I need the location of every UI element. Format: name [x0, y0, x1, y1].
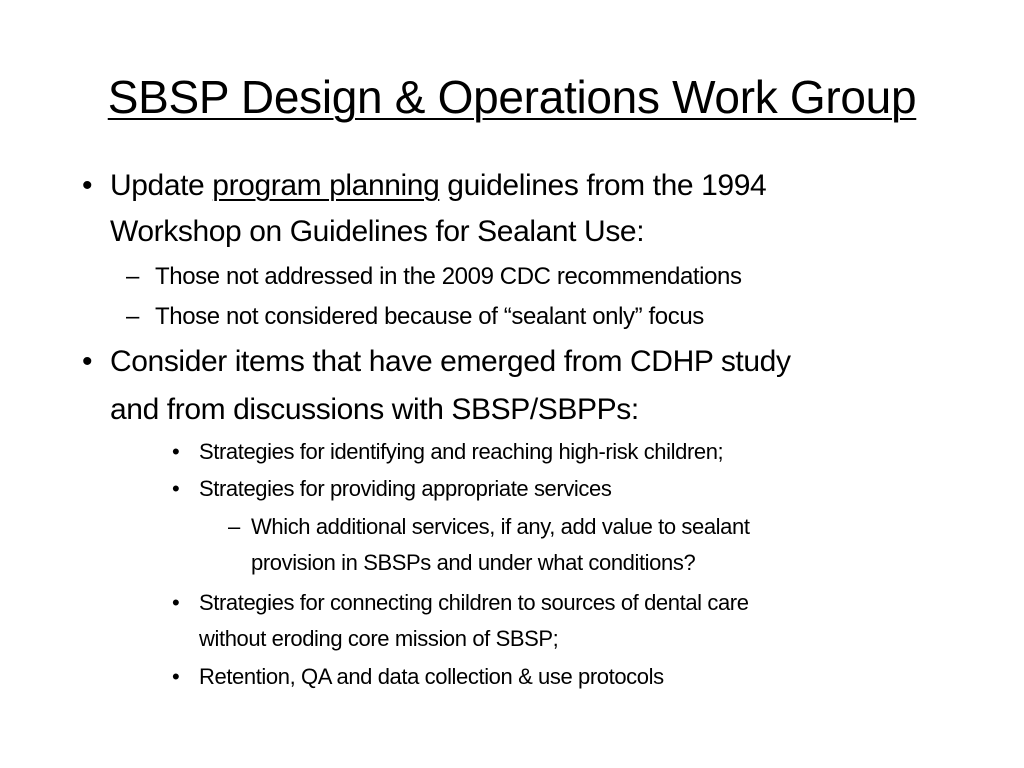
- bullet-marker: •: [172, 439, 180, 464]
- sub-item-appropriate-services: Strategies for providing appropriate services: [199, 476, 612, 501]
- bullet-2-line-1: Consider items that have emerged from CDHP study: [110, 345, 791, 378]
- bullet-marker: •: [82, 169, 93, 202]
- program-planning-emphasis: program planning: [212, 169, 440, 202]
- sub-item-sealant-only-focus: Those not considered because of “sealant only” focus: [155, 303, 704, 330]
- bullet-1-text-post: guidelines from the 1994: [439, 169, 767, 202]
- dash-marker: –: [126, 303, 139, 330]
- bullet-marker: •: [172, 590, 180, 615]
- bullet-2-line-2: and from discussions with SBSP/SBPPs:: [110, 393, 639, 426]
- slide-title: [0, 66, 1024, 128]
- sub-sub-item-additional-services-line-1: Which additional services, if any, add value to sealant: [251, 514, 750, 539]
- sub-item-cdc-recommendations: Those not addressed in the 2009 CDC recommendations: [155, 263, 742, 290]
- sub-item-dental-care-line-2: without eroding core mission of SBSP;: [199, 626, 559, 651]
- dash-marker: –: [126, 263, 139, 290]
- bullet-1-line-1: [110, 163, 766, 209]
- bullet-marker: •: [172, 476, 180, 501]
- sub-item-retention-protocols: Retention, QA and data collection & use protocols: [199, 664, 664, 689]
- sub-item-high-risk-children: Strategies for identifying and reaching high-risk children;: [199, 439, 724, 464]
- dash-marker: –: [228, 514, 240, 539]
- slide-title-text: SBSP Design & Operations Work Group: [107, 71, 917, 123]
- bullet-1-line-2: Workshop on Guidelines for Sealant Use:: [110, 215, 645, 248]
- bullet-1-text-pre: Update: [110, 169, 213, 202]
- bullet-marker: •: [82, 345, 93, 378]
- bullet-marker: •: [172, 664, 180, 689]
- sub-sub-item-additional-services-line-2: provision in SBSPs and under what conditions?: [251, 550, 696, 575]
- sub-item-dental-care-line-1: Strategies for connecting children to sources of dental care: [199, 590, 749, 615]
